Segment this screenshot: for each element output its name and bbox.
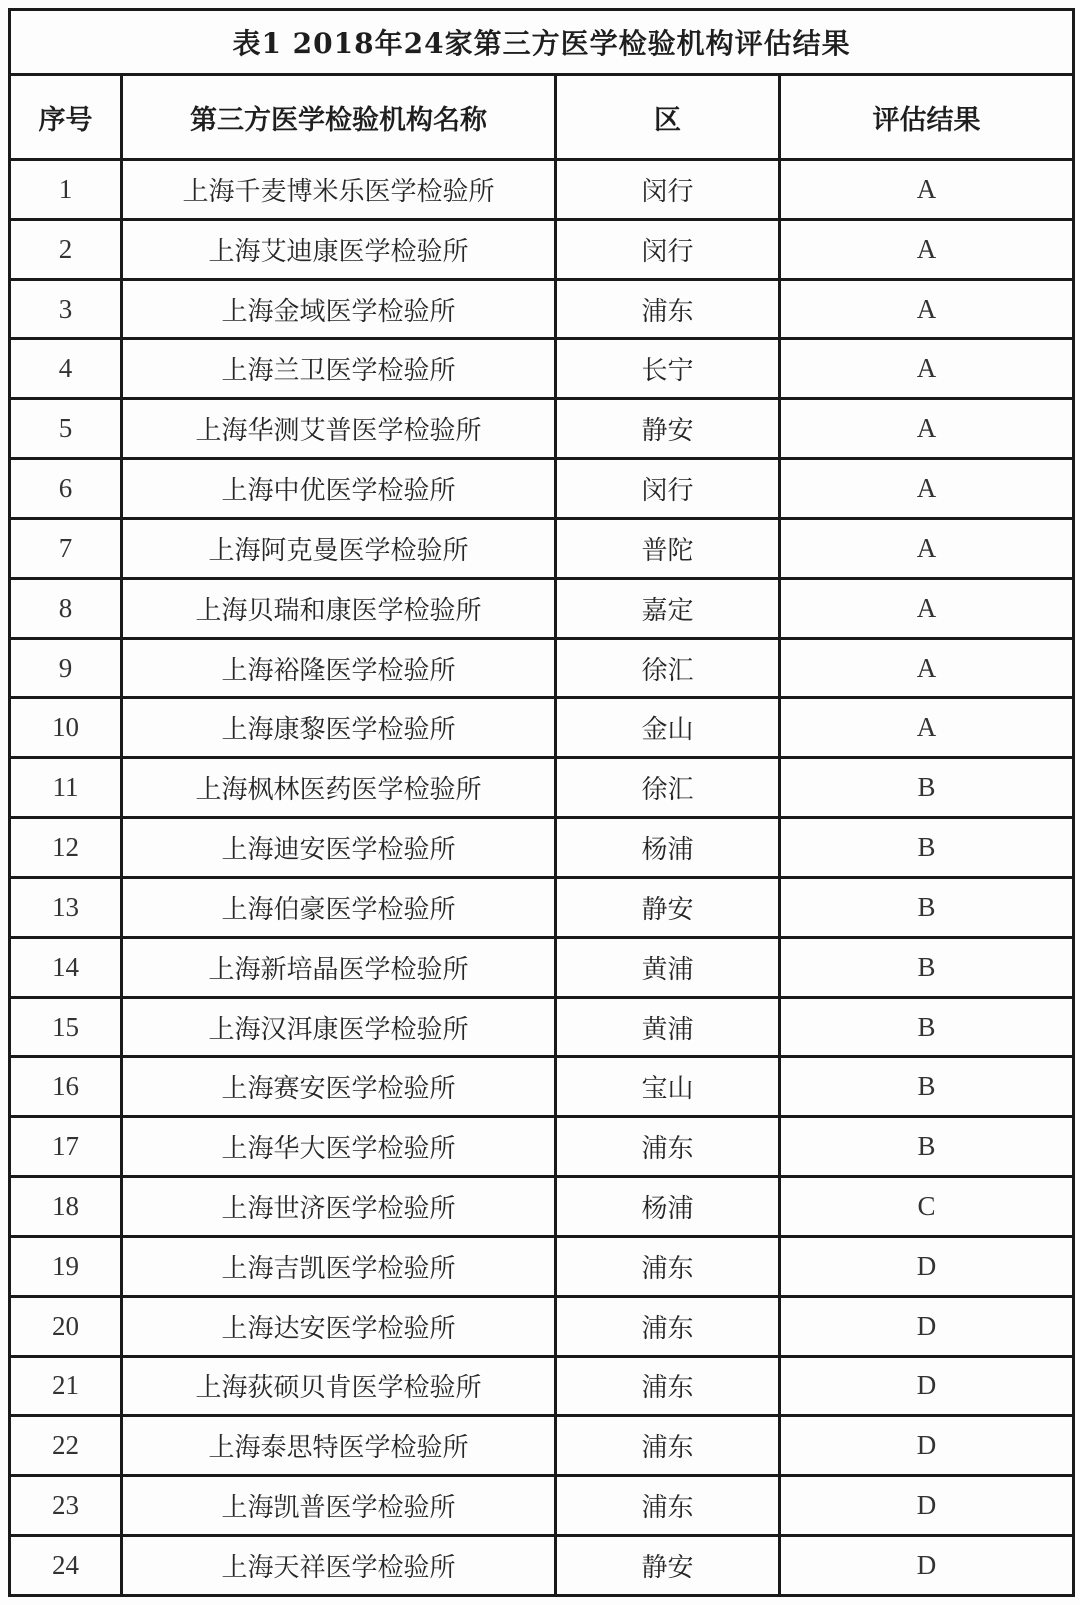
- table-row: [10, 459, 1074, 519]
- cell-grade: D: [780, 1296, 1074, 1356]
- cell-serial-number: 3: [10, 279, 122, 339]
- table-row: [10, 1057, 1074, 1117]
- cell-serial-number: 21: [10, 1356, 122, 1416]
- cell-institution-name: 上海艾迪康医学检验所: [122, 219, 556, 279]
- cell-serial-number: 5: [10, 399, 122, 459]
- table-row: [10, 1356, 1074, 1416]
- cell-serial-number: 1: [10, 160, 122, 220]
- cell-institution-name: 上海千麦博米乐医学检验所: [122, 160, 556, 220]
- cell-institution-name: 上海金域医学检验所: [122, 279, 556, 339]
- cell-district: 闵行: [556, 459, 780, 519]
- cell-serial-number: 12: [10, 818, 122, 878]
- cell-institution-name: 上海伯豪医学检验所: [122, 877, 556, 937]
- header-row: [10, 75, 1074, 160]
- cell-grade: B: [780, 1117, 1074, 1177]
- table-row: [10, 1296, 1074, 1356]
- cell-grade: D: [780, 1236, 1074, 1296]
- cell-grade: B: [780, 937, 1074, 997]
- cell-grade: A: [780, 339, 1074, 399]
- cell-institution-name: 上海荻硕贝肯医学检验所: [122, 1356, 556, 1416]
- cell-institution-name: 上海阿克曼医学检验所: [122, 518, 556, 578]
- cell-serial-number: 22: [10, 1416, 122, 1476]
- table-title: 表1 2018年24家第三方医学检验机构评估结果: [10, 10, 1074, 75]
- cell-district: 黄浦: [556, 937, 780, 997]
- cell-district: 浦东: [556, 279, 780, 339]
- cell-serial-number: 15: [10, 997, 122, 1057]
- cell-institution-name: 上海贝瑞和康医学检验所: [122, 578, 556, 638]
- cell-district: 浦东: [556, 1416, 780, 1476]
- cell-district: 徐汇: [556, 638, 780, 698]
- table-row: [10, 877, 1074, 937]
- cell-district: 嘉定: [556, 578, 780, 638]
- cell-institution-name: 上海泰思特医学检验所: [122, 1416, 556, 1476]
- cell-grade: D: [780, 1356, 1074, 1416]
- table-row: [10, 1236, 1074, 1296]
- cell-serial-number: 23: [10, 1476, 122, 1536]
- cell-institution-name: 上海吉凯医学检验所: [122, 1236, 556, 1296]
- header-institution-name: 第三方医学检验机构名称: [122, 75, 556, 160]
- cell-serial-number: 13: [10, 877, 122, 937]
- cell-grade: A: [780, 279, 1074, 339]
- cell-district: 静安: [556, 1536, 780, 1596]
- cell-district: 长宁: [556, 339, 780, 399]
- table-row: [10, 160, 1074, 220]
- cell-serial-number: 14: [10, 937, 122, 997]
- table-row: [10, 937, 1074, 997]
- cell-institution-name: 上海汉洱康医学检验所: [122, 997, 556, 1057]
- evaluation-table: [8, 8, 1075, 1597]
- cell-serial-number: 18: [10, 1177, 122, 1237]
- cell-district: 徐汇: [556, 758, 780, 818]
- cell-serial-number: 8: [10, 578, 122, 638]
- cell-district: 闵行: [556, 160, 780, 220]
- cell-serial-number: 6: [10, 459, 122, 519]
- cell-institution-name: 上海新培晶医学检验所: [122, 937, 556, 997]
- cell-serial-number: 16: [10, 1057, 122, 1117]
- table-row: [10, 399, 1074, 459]
- cell-institution-name: 上海中优医学检验所: [122, 459, 556, 519]
- table-row: [10, 219, 1074, 279]
- cell-institution-name: 上海兰卫医学检验所: [122, 339, 556, 399]
- cell-serial-number: 7: [10, 518, 122, 578]
- cell-grade: D: [780, 1476, 1074, 1536]
- table-row: [10, 758, 1074, 818]
- cell-institution-name: 上海赛安医学检验所: [122, 1057, 556, 1117]
- cell-grade: A: [780, 459, 1074, 519]
- cell-district: 浦东: [556, 1356, 780, 1416]
- cell-serial-number: 19: [10, 1236, 122, 1296]
- cell-institution-name: 上海康黎医学检验所: [122, 698, 556, 758]
- cell-district: 宝山: [556, 1057, 780, 1117]
- table-row: [10, 1476, 1074, 1536]
- cell-district: 静安: [556, 877, 780, 937]
- cell-district: 黄浦: [556, 997, 780, 1057]
- cell-grade: A: [780, 399, 1074, 459]
- table-row: [10, 279, 1074, 339]
- cell-institution-name: 上海凯普医学检验所: [122, 1476, 556, 1536]
- table-row: [10, 578, 1074, 638]
- cell-serial-number: 24: [10, 1536, 122, 1596]
- cell-grade: A: [780, 638, 1074, 698]
- table-row: [10, 339, 1074, 399]
- cell-institution-name: 上海华大医学检验所: [122, 1117, 556, 1177]
- cell-grade: D: [780, 1536, 1074, 1596]
- cell-district: 静安: [556, 399, 780, 459]
- cell-serial-number: 11: [10, 758, 122, 818]
- cell-grade: D: [780, 1416, 1074, 1476]
- cell-serial-number: 10: [10, 698, 122, 758]
- cell-serial-number: 17: [10, 1117, 122, 1177]
- table-row: [10, 1536, 1074, 1596]
- title-row: [10, 10, 1074, 75]
- table-row: [10, 818, 1074, 878]
- cell-institution-name: 上海达安医学检验所: [122, 1296, 556, 1356]
- cell-grade: A: [780, 160, 1074, 220]
- cell-grade: B: [780, 818, 1074, 878]
- header-district: 区: [556, 75, 780, 160]
- cell-grade: A: [780, 518, 1074, 578]
- table-row: [10, 518, 1074, 578]
- cell-grade: B: [780, 877, 1074, 937]
- cell-grade: B: [780, 997, 1074, 1057]
- cell-district: 金山: [556, 698, 780, 758]
- cell-institution-name: 上海天祥医学检验所: [122, 1536, 556, 1596]
- cell-district: 闵行: [556, 219, 780, 279]
- table-row: [10, 638, 1074, 698]
- cell-grade: C: [780, 1177, 1074, 1237]
- cell-grade: A: [780, 698, 1074, 758]
- cell-grade: A: [780, 219, 1074, 279]
- cell-serial-number: 2: [10, 219, 122, 279]
- table-row: [10, 1117, 1074, 1177]
- table-row: [10, 1177, 1074, 1237]
- cell-serial-number: 20: [10, 1296, 122, 1356]
- cell-district: 浦东: [556, 1296, 780, 1356]
- table-row: [10, 698, 1074, 758]
- cell-serial-number: 9: [10, 638, 122, 698]
- cell-serial-number: 4: [10, 339, 122, 399]
- cell-institution-name: 上海华测艾普医学检验所: [122, 399, 556, 459]
- cell-institution-name: 上海世济医学检验所: [122, 1177, 556, 1237]
- cell-institution-name: 上海裕隆医学检验所: [122, 638, 556, 698]
- cell-district: 杨浦: [556, 818, 780, 878]
- header-grade: 评估结果: [780, 75, 1074, 160]
- cell-institution-name: 上海枫林医药医学检验所: [122, 758, 556, 818]
- cell-district: 浦东: [556, 1117, 780, 1177]
- cell-district: 浦东: [556, 1236, 780, 1296]
- cell-grade: A: [780, 578, 1074, 638]
- cell-grade: B: [780, 1057, 1074, 1117]
- cell-grade: B: [780, 758, 1074, 818]
- cell-district: 浦东: [556, 1476, 780, 1536]
- cell-district: 普陀: [556, 518, 780, 578]
- table-row: [10, 997, 1074, 1057]
- cell-district: 杨浦: [556, 1177, 780, 1237]
- table-row: [10, 1416, 1074, 1476]
- header-no: 序号: [10, 75, 122, 160]
- cell-institution-name: 上海迪安医学检验所: [122, 818, 556, 878]
- table-body: [10, 160, 1074, 1596]
